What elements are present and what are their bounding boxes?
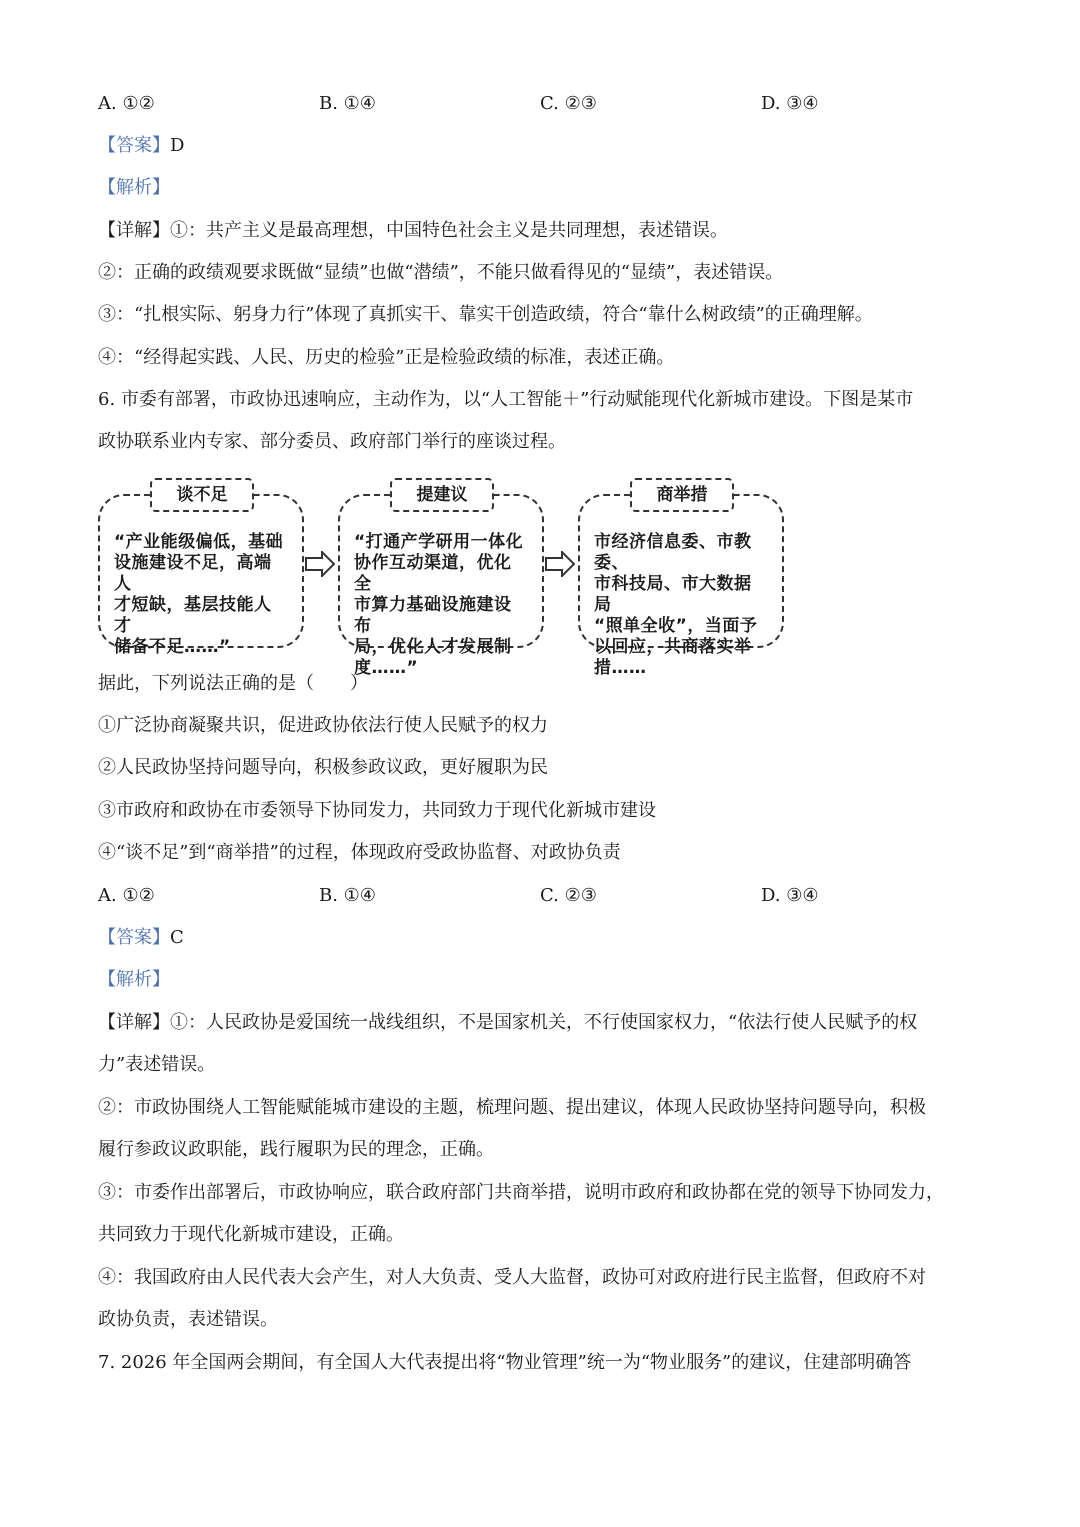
detail-tag: 【详解】	[98, 220, 170, 241]
q6-detail-6: 共同致力于现代化新城市建设，正确。	[98, 1224, 404, 1245]
q5-answer	[98, 134, 988, 158]
diagram-box-1	[98, 494, 304, 657]
q6-stem-line-1: 6. 市委有部署，市政协迅速响应，主动作为，以“人工智能＋”行动赋能现代化新城市建设。下图是某市	[98, 389, 914, 410]
q5-option-b: B. ①④	[319, 93, 376, 114]
q6-detail-8: 政协负责，表述错误。	[98, 1309, 278, 1330]
q5-analysis-tag: 【解析】	[98, 177, 170, 198]
q7-stem: 7. 2026 年全国两会期间，有全国人大代表提出将“物业管理”统一为“物业服务”的建议，住建部明确答	[98, 1352, 912, 1373]
q6-detail-5: ③：市委作出部署后，市政协响应，联合政府部门共商举措，说明市政府和政协都在党的领导下协同发力，	[98, 1182, 944, 1203]
q6-statement-1: ①广泛协商凝聚共识，促进政协依法行使人民赋予的权力	[98, 715, 548, 736]
detail-text: ①：共产主义是最高理想，中国特色社会主义是共同理想，表述错误。	[170, 220, 728, 241]
q5-detail-4: ④：“经得起实践、人民、历史的检验”正是检验政绩的标准，表述正确。	[98, 347, 675, 368]
diagram-box-3-text: 市经济信息委、市教委、 市科技局、市大数据局 “照单全收”，当面予 以回应，共商落实举 措……	[594, 532, 758, 678]
q6-detail-7: ④：我国政府由人民代表大会产生，对人大负责、受人大监督，政协可对政府进行民主监督，但政府不对	[98, 1267, 926, 1288]
q6-stem-line-2: 政协联系业内专家、部分委员、政府部门举行的座谈过程。	[98, 431, 566, 452]
q5-detail-1	[98, 219, 988, 243]
q6-detail-3: ②：市政协围绕人工智能赋能城市建设的主题，梳理问题、提出建议，体现人民政协坚持问题导向，积极	[98, 1097, 926, 1118]
arrow-right-icon	[305, 551, 335, 577]
diagram-box-1-text: “产业能级偏低，基础 设施建设不足，高端人 才短缺，基层技能人才 储备不足……”	[114, 532, 284, 657]
arrow-right-icon	[545, 551, 575, 577]
q6-option-c: C. ②③	[540, 885, 597, 906]
q5-option-a: A. ①②	[98, 93, 155, 114]
q6-statement-3: ③市政府和政协在市委领导下协同发力，共同致力于现代化新城市建设	[98, 800, 656, 821]
q5-option-d: D. ③④	[761, 93, 819, 114]
q5-option-c: C. ②③	[540, 93, 597, 114]
q6-question: 据此，下列说法正确的是（ ）	[98, 673, 368, 694]
diagram-box-3-title: 商举措	[630, 478, 734, 512]
diagram-box-2	[338, 494, 544, 678]
q6-analysis-tag: 【解析】	[98, 969, 170, 990]
q6-statement-4: ④“谈不足”到“商举措”的过程，体现政府受政协监督、对政协负责	[98, 842, 621, 863]
q6-options	[98, 884, 988, 908]
q6-option-b: B. ①④	[319, 885, 376, 906]
q6-option-a: A. ①②	[98, 885, 155, 906]
q6-option-d: D. ③④	[761, 885, 819, 906]
diagram-box-3	[578, 494, 784, 678]
q6-detail-2: 力”表述错误。	[98, 1054, 216, 1075]
q6-answer	[98, 926, 988, 950]
q6-detail-1	[98, 1011, 988, 1035]
detail-tag: 【详解】	[98, 1012, 170, 1033]
diagram-box-2-title: 提建议	[390, 478, 494, 512]
answer-value: D	[170, 135, 185, 156]
q6-detail-4: 履行参政议政职能，践行履职为民的理念，正确。	[98, 1139, 494, 1160]
diagram-box-1-title: 谈不足	[150, 478, 254, 512]
q5-detail-3: ③：“扎根实际、躬身力行”体现了真抓实干、靠实干创造政绩，符合“靠什么树政绩”的正确理解。	[98, 304, 873, 325]
answer-tag: 【答案】	[98, 927, 170, 948]
q6-statement-2: ②人民政协坚持问题导向，积极参政议政，更好履职为民	[98, 757, 548, 778]
answer-tag: 【答案】	[98, 135, 170, 156]
q5-options	[98, 92, 988, 116]
diagram-box-2-text: “打通产学研用一体化 协作互动渠道，优化全 市算力基础设施建设布 局，优化人才发展制 度……”	[354, 532, 524, 678]
answer-value: C	[170, 927, 184, 948]
q5-detail-2: ②：正确的政绩观要求既做“显绩”也做“潜绩”，不能只做看得见的“显绩”，表述错误。	[98, 262, 784, 283]
detail-text: ①：人民政协是爱国统一战线组织，不是国家机关，不行使国家权力，“依法行使人民赋予的权	[170, 1012, 918, 1033]
